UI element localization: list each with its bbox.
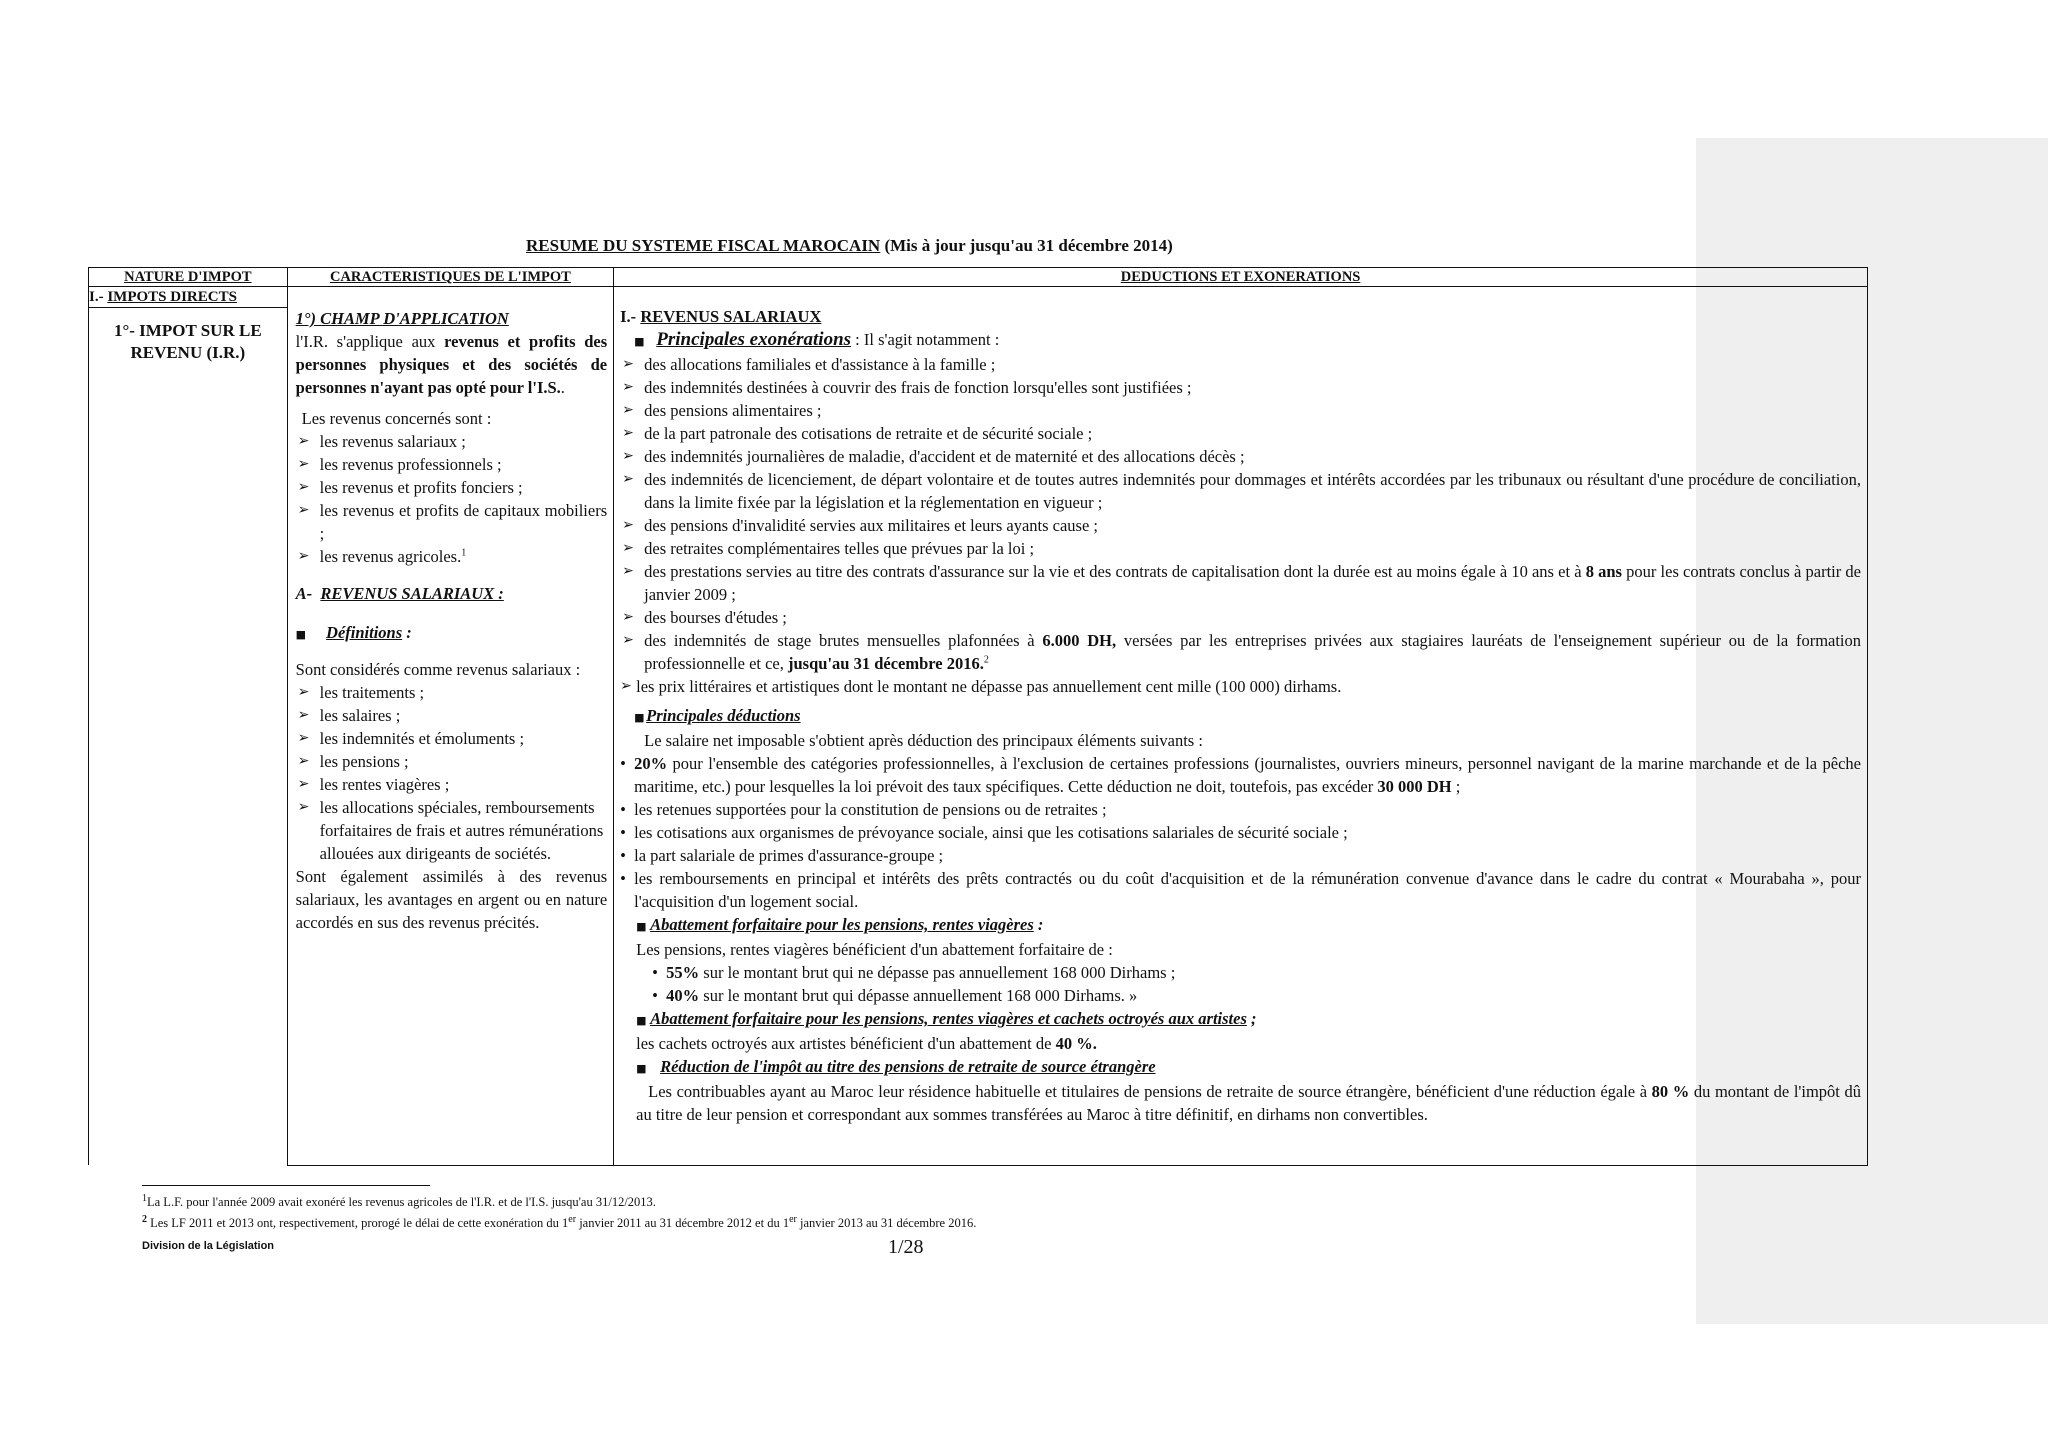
revenus-salariaux-title: A- REVENUS SALARIAUX : <box>295 584 504 603</box>
list-item: ➢ les revenus salariaux ; <box>297 432 466 451</box>
list-item: ➢ des indemnités journalières de maladie, d'accident et de maternité et des allocations décès ; <box>622 447 1245 466</box>
list-item: ➢ les revenus agricoles.$^1$ <box>297 547 467 566</box>
section-row <box>89 287 1868 308</box>
list-item: ➢ les indemnités et émoluments ; <box>297 729 525 748</box>
list-item: ➢ des retraites complémentaires telles que prévues par la loi ; <box>622 539 1035 558</box>
section-cell <box>89 287 288 308</box>
list-item: ➢ des indemnités de stage brutes mensuelles plafonnées à 6.000 DH, versées par les entreprises privées aux stagiaires lauréats de l'enseignement supérieur ou de la formation professionnelle et ce, jusqu'au 31 décembre 2016.$^2$ <box>622 631 1862 673</box>
list-item: ➢ les pensions ; <box>297 752 409 771</box>
impot-name-cell: 1°- IMPOT SUR LE REVENU (I.R.) <box>89 308 288 1166</box>
definitions-title: ■ Définitions : <box>295 623 412 642</box>
list-item: ➢ des bourses d'études ; <box>622 608 787 627</box>
list-item: ➢ des indemnités de licenciement, de départ volontaire et de toutes autres indemnités pour dommages et intérêts accordées par les tribunaux ou résultant d'une procédure de conciliation, dans la limite fixée par la législation et la réglementation en vigueur ; <box>622 470 1861 512</box>
revenus-salariaux-heading: I.- REVENUS SALARIAUX <box>620 307 822 326</box>
list-item: ➢ les revenus professionnels ; <box>297 455 502 474</box>
champ-title: 1°) CHAMP D'APPLICATION <box>295 309 509 328</box>
list-item: ➢ les salaires ; <box>297 706 401 725</box>
abattement-heading: ■ Abattement forfaitaire pour les pensions, rentes viagères : <box>636 915 1044 934</box>
list-item: ➢ les rentes viagères ; <box>297 775 450 794</box>
list-item: ➢ des pensions alimentaires ; <box>622 401 822 420</box>
deductions-heading: ■Principales déductions <box>634 706 801 725</box>
title-main: RESUME DU SYSTEME FISCAL MAROCAIN <box>526 236 881 255</box>
section-label: IMPOTS DIRECTS <box>107 289 237 305</box>
list-item: ➢ des pensions d'invalidité servies aux militaires et leurs ayants cause ; <box>622 516 1098 535</box>
abattement-intro: Les pensions, rentes viagères bénéficient d'un abattement forfaitaire de : <box>636 940 1113 959</box>
header-deductions: DEDUCTIONS ET EXONERATIONS <box>614 268 1868 287</box>
list-item: ➢ les prix littéraires et artistiques dont le montant ne dépasse pas annuellement cent mille (100 000) dirhams. <box>620 677 1342 696</box>
header-row <box>89 268 1868 287</box>
header-nature: NATURE D'IMPOT <box>89 268 288 287</box>
deductions-cell <box>614 287 1868 1166</box>
footnote-2: $^2$ Les LF 2011 et 2013 ont, respectivement, prorogé le délai de cette exonération du 1er janvier 2011 au 31 décembre 2012 et du 1er janvier 2013 au 31 décembre 2016. <box>142 1213 977 1230</box>
list-item: ➢ des allocations familiales et d'assistance à la famille ; <box>622 355 996 374</box>
list-item: ➢ les traitements ; <box>297 683 425 702</box>
deductions-intro: Le salaire net imposable s'obtient après déduction des principaux éléments suivants : <box>644 731 1203 750</box>
document-title <box>526 236 1306 256</box>
page-number: 1/28 <box>888 1236 924 1258</box>
caracteristiques-cell <box>287 287 613 1166</box>
list-item: • 55% sur le montant brut qui ne dépasse pas annuellement 168 000 Dirhams ; <box>652 963 1176 982</box>
revenus-intro: Les revenus concernés sont : <box>301 409 492 428</box>
list-item: ➢ les revenus et profits fonciers ; <box>297 478 523 497</box>
exonerations-heading: ■ Principales exonérations : Il s'agit notamment : <box>634 329 1000 350</box>
list-item: ➢ des prestations servies au titre des contrats d'assurance sur la vie et des contrats de capitalisation dont la durée est au moins égale à 10 ans et à 8 ans pour les contrats conclus à partir de janvier 2009 ; <box>622 562 1861 604</box>
footnote-separator <box>142 1185 430 1186</box>
list-item: ➢ de la part patronale des cotisations de retraite et de sécurité sociale ; <box>622 424 1093 443</box>
reduction-text: Les contribuables ayant au Maroc leur résidence habituelle et titulaires de pensions de retraite de source étrangère, bénéficient d'une réduction égale à 80 % du montant de l'impôt dû au titre de leur pension et correspondant aux sommes transférées au Maroc à titre définitif, en dirhams non convertibles. <box>636 1082 1861 1124</box>
assimiles-text: Sont également assimilés à des revenus salariaux, les avantages en argent ou en nature accordés en sus des revenus précités. <box>295 867 608 932</box>
division-label: Division de la Législation <box>142 1240 275 1252</box>
title-sub: (Mis à jour jusqu'au 31 décembre 2014) <box>884 236 1173 255</box>
abattement-artistes-heading: ■ Abattement forfaitaire pour les pensions, rentes viagères et cachets octroyés aux artistes ; <box>636 1009 1257 1028</box>
footnote-1: $^1$La L.F. pour l'année 2009 avait exonéré les revenus agricoles de l'I.R. et de l'I.S. jusqu'au 31/12/2013. <box>142 1192 656 1209</box>
abattement-artistes-text: les cachets octroyés aux artistes bénéficient d'un abattement de 40 %. <box>636 1034 1097 1053</box>
list-item: ➢ les revenus et profits de capitaux mobiliers ; <box>297 501 608 543</box>
salariaux-intro: Sont considérés comme revenus salariaux : <box>295 660 581 679</box>
list-item: • les retenues supportées pour la constitution de pensions ou de retraites ; <box>620 800 1107 819</box>
header-caracteristiques: CARACTERISTIQUES DE L'IMPOT <box>287 268 613 287</box>
list-item: • les cotisations aux organismes de prévoyance sociale, ainsi que les cotisations salariales de sécurité sociale ; <box>620 823 1348 842</box>
list-item: • 20% pour l'ensemble des catégories professionnelles, à l'exclusion de certaines professions (journalistes, ouvriers mineurs, personnel navigant de la marine marchande et de la pêche maritime, etc.) pour lesquelles la loi prévoit des taux spécifiques. Cette déduction ne doit, toutefois, pas excéder 30 000 DH ; <box>620 754 1861 796</box>
list-item: ➢ les allocations spéciales, remboursements forfaitaires de frais et autres rémunérations allouées aux dirigeants de sociétés. <box>297 798 604 863</box>
list-item: ➢ des indemnités destinées à couvrir des frais de fonction lorsqu'elles sont justifiées ; <box>622 378 1192 397</box>
ir-scope-text: l'I.R. s'applique aux revenus et profits des personnes physiques et des sociétés de personnes n'ayant pas opté pour l'I.S.. <box>295 332 608 397</box>
list-item: • la part salariale de primes d'assurance-groupe ; <box>620 846 944 865</box>
reduction-heading: ■ Réduction de l'impôt au titre des pensions de retraite de source étrangère <box>636 1057 1156 1076</box>
fiscal-table <box>88 267 1868 1166</box>
list-item: • les remboursements en principal et intérêts des prêts contractés ou du coût d'acquisition et de la rémunération convenue d'avance dans le cadre du contrat « Mourabaha », pour l'acquisition d'un logement social. <box>620 869 1861 911</box>
list-item: • 40% sur le montant brut qui dépasse annuellement 168 000 Dirhams. » <box>652 986 1138 1005</box>
section-prefix: I.- <box>89 289 108 305</box>
